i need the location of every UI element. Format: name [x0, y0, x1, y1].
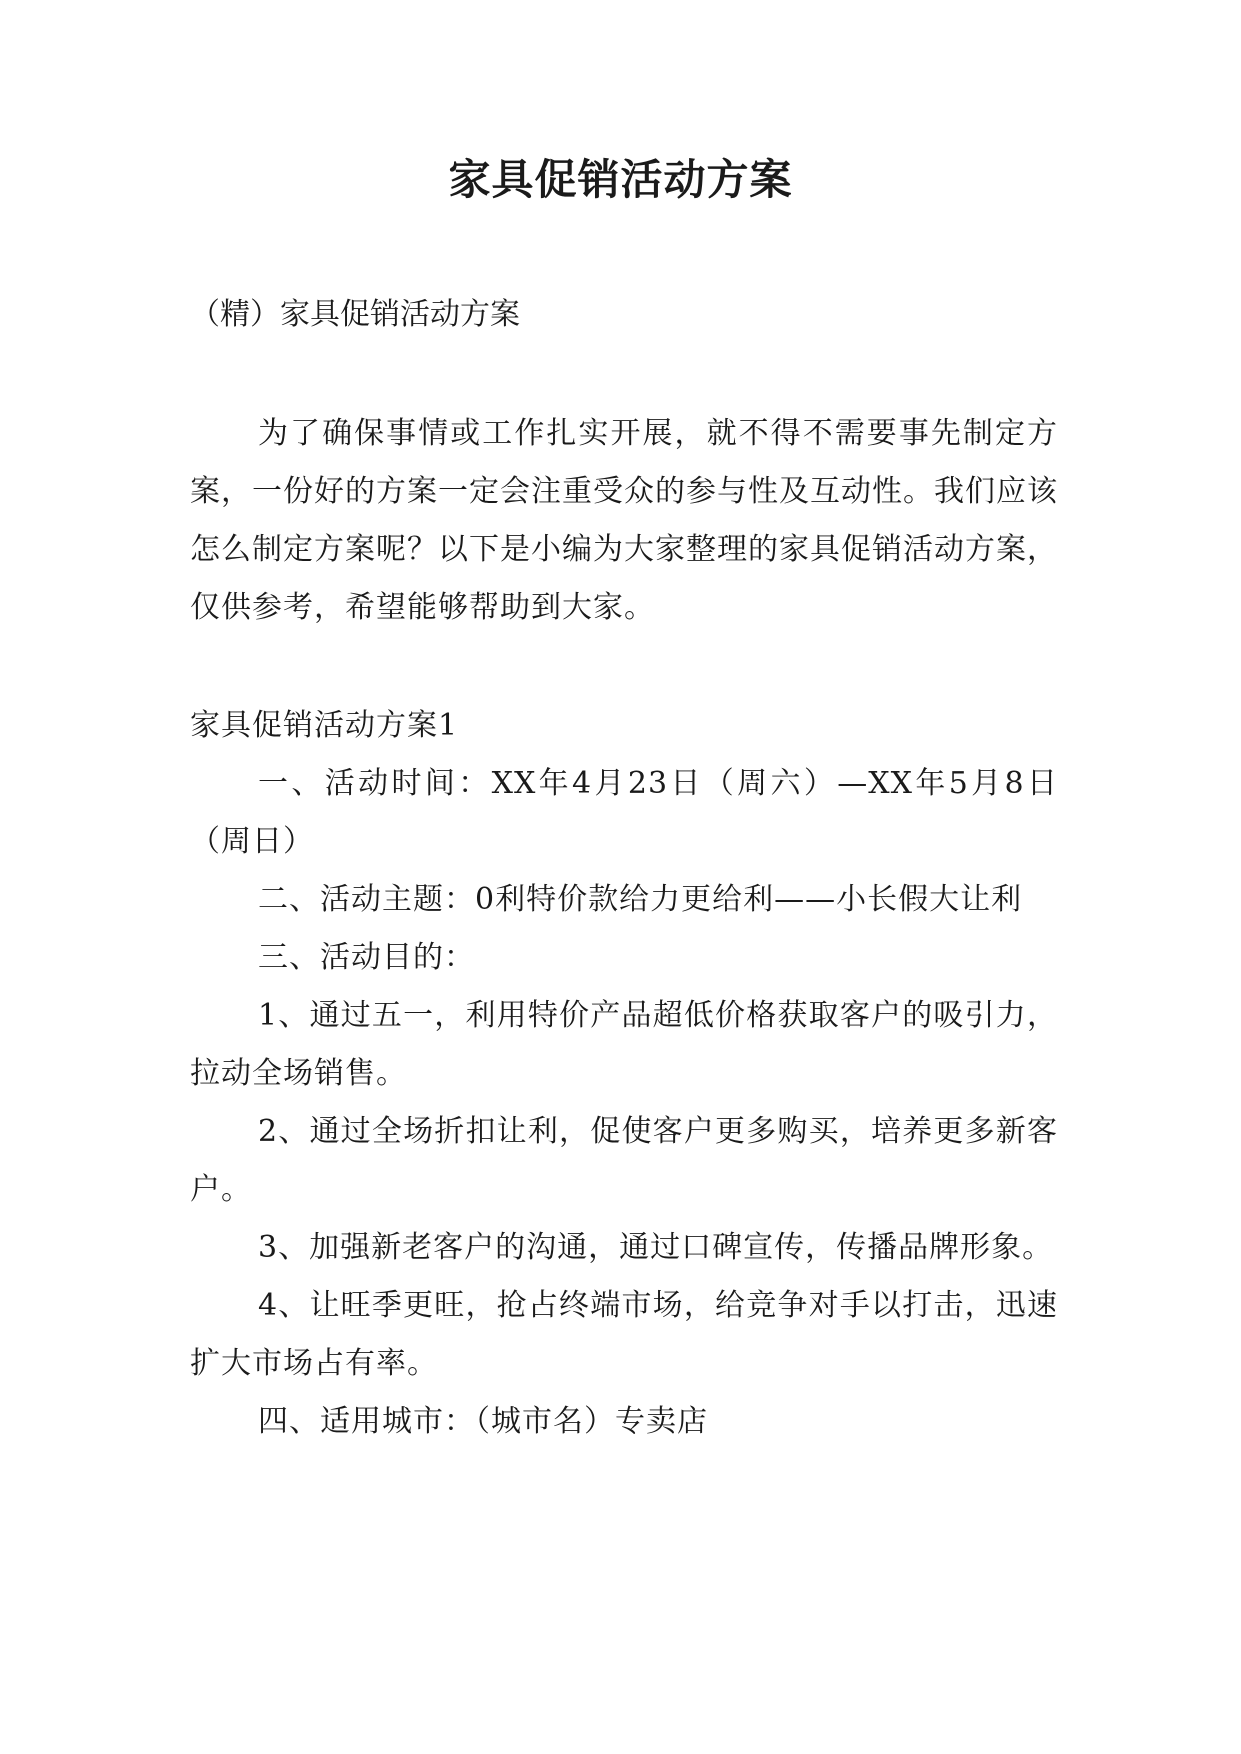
paragraph-activity-time: 一、活动时间：XX年4月23日（周六）—XX年5月8日（周日）: [190, 766, 1058, 859]
paragraph-activity-goals: 三、活动目的：: [258, 940, 475, 975]
paragraph-goal-3: 3、加强新老客户的沟通，通过口碑宣传，传播品牌形象。: [258, 1230, 1054, 1265]
section-heading: 家具促销活动方案1: [190, 708, 459, 743]
paragraph-goal-2: 2、通过全场折扣让利，促使客户更多购买，培养更多新客户。: [190, 1114, 1058, 1207]
intro-paragraph: 为了确保事情或工作扎实开展，就不得不需要事先制定方案，一份好的方案一定会注重受众的参与性及互动性。我们应该怎么制定方案呢？以下是小编为大家整理的家具促销活动方案，仅供参考，希望能够帮助到大家。: [190, 416, 1058, 625]
plan-body: [190, 697, 1058, 1451]
paragraph-applicable-cities: 四、适用城市：（城市名）专卖店: [258, 1404, 708, 1439]
document-subtitle: （精）家具促销活动方案: [190, 297, 520, 332]
paragraph-activity-theme: 二、活动主题：0利特价款给力更给利——小长假大让利: [258, 882, 1023, 917]
paragraph-goal-4: 4、让旺季更旺，抢占终端市场，给竞争对手以打击，迅速扩大市场占有率。: [190, 1288, 1058, 1381]
paragraph-goal-1: 1、通过五一，利用特价产品超低价格获取客户的吸引力，拉动全场销售。: [190, 998, 1058, 1091]
document-title: 家具促销活动方案: [448, 155, 793, 204]
